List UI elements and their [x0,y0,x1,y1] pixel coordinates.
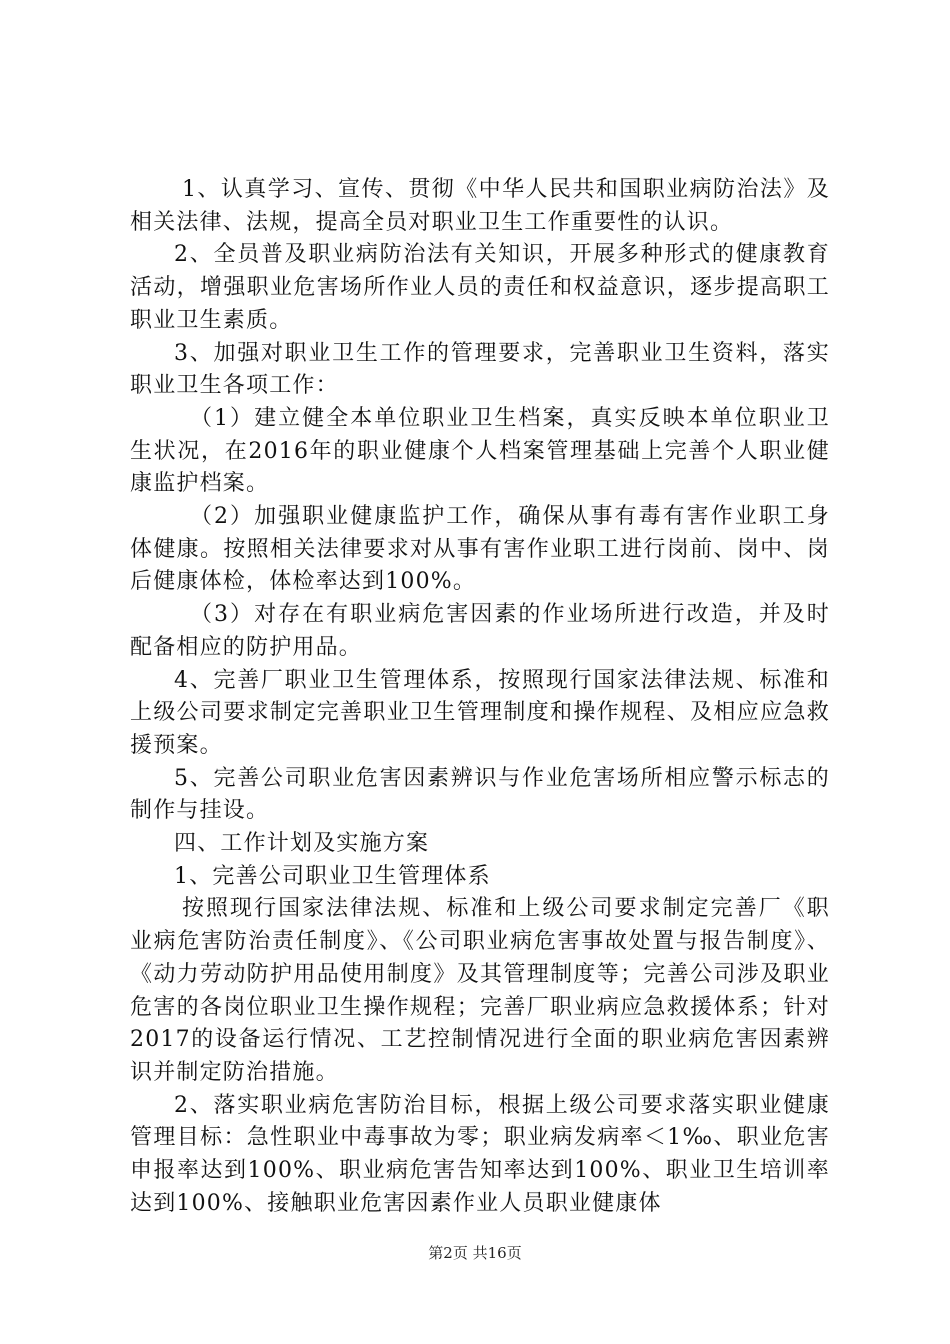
subsection-heading: 1、完善公司职业卫生管理体系 [174,863,491,889]
paragraph-targets: 2、落实职业病危害防治目标，根据上级公司要求落实职业健康管理目标：急性职业中毒事故为零；职业病发病率＜1‰、职业危害申报率达到100%、职业病危害告知率达到100%、职业卫生培训率达到100%、接触职业危害因素作业人员职业健康体 [130,1092,830,1216]
paragraph-item-1: 1、认真学习、宣传、贯彻《中华人民共和国职业病防治法》及相关法律、法规，提高全员对职业卫生工作重要性的认识。 [130,177,830,235]
document-body [130,174,830,1221]
paragraph-subitem-3: （3）对存在有职业病危害因素的作业场所进行改造，并及时配备相应的防护用品。 [130,602,830,660]
paragraph-item-5: 5、完善公司职业危害因素辨识与作业危害场所相应警示标志的制作与挂设。 [130,765,830,824]
section-heading: 四、工作计划及实施方案 [174,831,430,857]
paragraph-item-3: 3、加强对职业卫生工作的管理要求，完善职业卫生资料，落实职业卫生各项工作： [130,340,830,399]
page-number-footer: 第2页 共16页 [428,1244,522,1262]
paragraph-item-4: 4、完善厂职业卫生管理体系，按照现行国家法律法规、标准和上级公司要求制定完善职业卫生管理制度和操作规程、及相应应急救援预案。 [130,667,830,758]
paragraph-item-2: 2、全员普及职业病防治法有关知识，开展多种形式的健康教育活动，增强职业危害场所作业人员的责任和权益意识，逐步提高职工职业卫生素质。 [130,242,830,333]
paragraph-plan-detail: 按照现行国家法律法规、标准和上级公司要求制定完善厂《职业病危害防治责任制度》、《公司职业病危害事故处置与报告制度》、《动力劳动防护用品使用制度》及其管理制度等；完善公司涉及职业危害的各岗位职业卫生操作规程；完善厂职业病应急救援体系；针对2017的设备运行情况、工艺控制情况进行全面的职业病危害因素辨识并制定防治措施。 [130,896,830,1085]
paragraph-subitem-1: （1）建立健全本单位职业卫生档案，真实反映本单位职业卫生状况，在2016年的职业健康个人档案管理基础上完善个人职业健康监护档案。 [130,405,830,497]
paragraph-subitem-2: （2）加强职业健康监护工作，确保从事有毒有害作业职工身体健康。按照相关法律要求对从事有害作业职工进行岗前、岗中、岗后健康体检，体检率达到100%。 [130,504,830,595]
